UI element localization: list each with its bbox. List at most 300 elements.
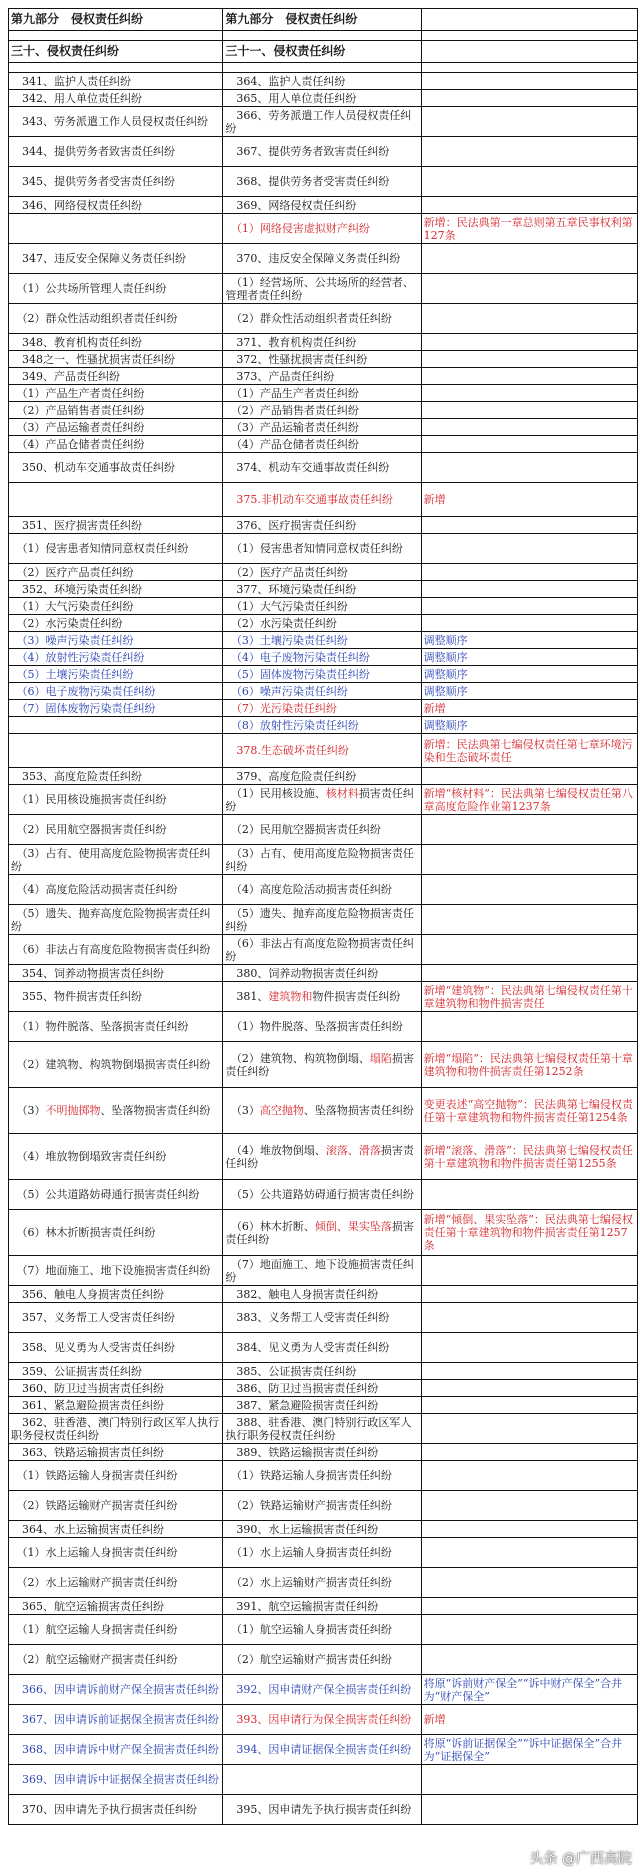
new-cause-cell [223,197,421,214]
cell-text: 370、因申请先予执行损害责任纠纷 [11,1803,197,1816]
old-cause-cell [9,875,223,905]
old-cause-cell [9,419,223,436]
cell-text: 损害责任纠纷 [225,1051,414,1078]
old-cause-cell [9,534,223,564]
new-cause-cell [223,785,421,815]
cell-text: （2）群众性活动组织者责任纠纷 [11,312,178,325]
note-cell [421,274,637,304]
note-cell [421,137,637,167]
cell-text: （5）公共道路妨碍通行损害责任纠纷 [225,1188,414,1201]
cell-text: 调整顺序 [423,718,468,732]
table-row [9,90,638,107]
note-cell [421,1088,637,1134]
cell-text: 349、产品责任纠纷 [11,369,120,383]
old-cause-cell [9,632,223,649]
cell-text: （3）产品运输者责任纠纷 [11,420,145,434]
cell-text: 368、因申请诉中财产保全损害责任纠纷 [11,1743,219,1756]
old-cause-cell [9,274,223,304]
new-cause-cell [223,73,421,90]
note-cell [421,875,637,905]
new-cause-cell [223,875,421,905]
cell-text: （1）侵害患者知情同意权责任纠纷 [225,542,403,555]
cell-text: 360、防卫过当损害责任纠纷 [11,1381,164,1395]
note-cell [421,436,637,453]
cell-text: （1）侵害患者知情同意权责任纠纷 [11,542,189,555]
cell-text: 建筑物和 [268,990,313,1003]
new-cause-cell [223,700,421,717]
new-cause-cell [223,1705,421,1735]
cell-text: 新增 [423,1713,446,1726]
cell-text: 392、因申请财产保全损害责任纠纷 [225,1683,412,1696]
table-row [9,274,638,304]
note-cell [421,1705,637,1735]
old-cause-cell [9,1705,223,1735]
table-row [9,845,638,875]
cell-text: 343、劳务派遣工作人员侵权责任纠纷 [11,115,208,128]
cell-text: （4）高度危险活动损害责任纠纷 [11,883,178,896]
table-row [9,41,638,63]
table-row [9,875,638,905]
table-row [9,1134,638,1180]
new-cause-cell [223,1491,421,1521]
cell-text: 382、触电人身损害责任纠纷 [225,1287,379,1301]
cell-text: 344、提供劳务者致害责任纠纷 [11,145,175,158]
new-cause-cell [223,1363,421,1380]
note-cell [421,1042,637,1088]
note-cell [421,517,637,534]
new-cause-cell [223,717,421,734]
new-cause-cell [223,768,421,785]
cell-text: 高空抛物 [259,1104,304,1117]
table-row [9,1444,638,1461]
new-cause-cell [223,517,421,534]
old-cause-cell [9,935,223,965]
cell-text: 348之一、性骚扰损害责任纠纷 [11,352,175,366]
table-row [9,683,638,700]
table-row [9,402,638,419]
cell-text: （3） [11,1104,46,1117]
note-cell [421,666,637,683]
cell-text: （3）噪声污染责任纠纷 [11,633,134,647]
cell-text: 348、教育机构责任纠纷 [11,335,142,349]
old-cause-cell [9,615,223,632]
cell-text: （2）建筑物、构筑物倒塌损害责任纠纷 [11,1058,211,1071]
cell-text: 347、违反安全保障义务责任纠纷 [11,252,186,265]
new-cause-cell [223,1303,421,1333]
old-cause-cell [9,1675,223,1705]
cell-text: （1）物件脱落、坠落损害责任纠纷 [225,1020,403,1033]
table-row [9,982,638,1012]
table-row [9,137,638,167]
cell-text: 352、环境污染责任纠纷 [11,582,142,596]
cell-text: 378.生态破坏责任纠纷 [225,744,349,757]
cell-text: （1）民用核设施损害责任纠纷 [11,793,167,806]
note-cell [421,581,637,598]
cell-text: 354、饲养动物损害责任纠纷 [11,966,164,980]
note-cell [421,734,637,768]
cell-text: （2）产品销售者责任纠纷 [11,403,145,417]
table-row [9,1461,638,1491]
note-cell [421,453,637,483]
note-cell [421,73,637,90]
cell-text: （6）林木折断损害责任纠纷 [11,1226,156,1239]
table-row [9,1088,638,1134]
new-cause-cell [223,63,421,73]
old-cause-cell [9,1461,223,1491]
table-row [9,700,638,717]
cell-text: 369、网络侵权责任纠纷 [225,198,357,212]
cell-text: 新增：民法典第一章总则第五章民事权利第127条 [423,215,633,242]
new-cause-cell [223,334,421,351]
note-cell [421,1675,637,1705]
cell-text: 三十一、侵权责任纠纷 [225,44,346,58]
cell-text: 346、网络侵权责任纠纷 [11,198,142,212]
table-row [9,9,638,31]
cell-text: （3）占有、使用高度危险物损害责任纠纷 [225,846,414,873]
old-cause-cell [9,1088,223,1134]
table-row [9,1598,638,1615]
new-cause-cell [223,107,421,137]
cell-text: （1）航空运输人身损害责任纠纷 [225,1623,392,1636]
old-cause-cell [9,368,223,385]
table-row [9,1042,638,1088]
cell-text: 364、水上运输损害责任纠纷 [11,1522,164,1536]
cell-text: 383、义务帮工人受害责任纠纷 [225,1311,390,1324]
table-row [9,935,638,965]
cell-text: 366、劳务派遣工作人员侵权责任纠纷 [225,108,412,135]
cell-text: 393、因申请行为保全损害责任纠纷 [225,1713,412,1726]
old-cause-cell [9,9,223,31]
old-cause-cell [9,402,223,419]
old-cause-cell [9,63,223,73]
table-row [9,1180,638,1210]
cell-text: 377、环境污染责任纠纷 [225,582,357,596]
old-cause-cell [9,564,223,581]
new-cause-cell [223,1444,421,1461]
new-cause-cell [223,1286,421,1303]
cell-text: 341、监护人责任纠纷 [11,74,131,88]
note-cell [421,334,637,351]
table-row [9,214,638,244]
table-row [9,666,638,683]
cell-text: （6）电子废物污染责任纠纷 [11,684,156,698]
table-row [9,351,638,368]
note-cell [421,1134,637,1180]
cell-text: 368、提供劳务者受害责任纠纷 [225,175,390,188]
old-cause-cell [9,1363,223,1380]
cell-text: 调整顺序 [423,650,468,664]
table-row [9,1735,638,1765]
cell-text: （2）水上运输财产损害责任纠纷 [225,1576,392,1589]
new-cause-cell [223,41,421,63]
old-cause-cell [9,1380,223,1397]
note-cell [421,483,637,517]
cell-text: （1）公共场所管理人责任纠纷 [11,282,167,295]
note-cell [421,1795,637,1825]
cell-text: （2）产品销售者责任纠纷 [225,403,359,417]
old-cause-cell [9,1134,223,1180]
cell-text: （4）电子废物污染责任纠纷 [225,650,370,664]
old-cause-cell [9,815,223,845]
note-cell [421,1538,637,1568]
cell-text: （5）公共道路妨碍通行损害责任纠纷 [11,1188,200,1201]
old-cause-cell [9,1256,223,1286]
cell-text: 384、见义勇为人受害责任纠纷 [225,1341,390,1354]
cell-text: 363、铁路运输损害责任纠纷 [11,1445,164,1459]
new-cause-cell [223,402,421,419]
old-cause-cell [9,41,223,63]
new-cause-cell [223,564,421,581]
note-cell [421,9,637,31]
new-cause-cell [223,1795,421,1825]
cell-text: （1）水上运输人身损害责任纠纷 [225,1546,392,1559]
table-row [9,965,638,982]
table-row [9,1538,638,1568]
new-cause-cell [223,1333,421,1363]
cell-text: 362、驻香港、澳门特别行政区军人执行职务侵权责任纠纷 [11,1415,219,1442]
new-cause-cell [223,845,421,875]
cell-text: 将原“诉前财产保全”“诉中财产保全”合并为“财产保全” [423,1676,623,1703]
table-row [9,534,638,564]
cell-text: 369、因申请诉中证据保全损害责任纠纷 [11,1773,219,1786]
old-cause-cell [9,734,223,768]
cell-text: 389、铁路运输损害责任纠纷 [225,1445,379,1459]
new-cause-cell [223,1538,421,1568]
new-cause-cell [223,368,421,385]
cell-text: （6）噪声污染责任纠纷 [225,684,348,698]
table-row [9,334,638,351]
cell-text: （2）航空运输财产损害责任纠纷 [11,1653,178,1666]
table-row [9,483,638,517]
cell-text: 379、高度危险责任纠纷 [225,769,357,783]
new-cause-cell [223,1380,421,1397]
cell-text: 370、违反安全保障义务责任纠纷 [225,252,401,265]
table-row [9,905,638,935]
old-cause-cell [9,517,223,534]
table-row [9,1333,638,1363]
new-cause-cell [223,436,421,453]
cell-text: 第九部分 侵权责任纠纷 [11,12,144,26]
cell-text: 388、驻香港、澳门特别行政区军人执行职务侵权责任纠纷 [225,1415,412,1442]
new-cause-cell [223,1615,421,1645]
cell-text: （1）铁路运输人身损害责任纠纷 [225,1469,392,1482]
table-row [9,1645,638,1675]
cell-text: （2）群众性活动组织者责任纠纷 [225,312,392,325]
old-cause-cell [9,137,223,167]
new-cause-cell [223,90,421,107]
cell-text: 387、紧急避险损害责任纠纷 [225,1398,379,1412]
cell-text: 357、义务帮工人受害责任纠纷 [11,1311,175,1324]
cell-text: 361、紧急避险损害责任纠纷 [11,1398,164,1412]
cell-text: 新增：民法典第七编侵权责任第七章环境污染和生态破坏责任 [423,737,633,764]
note-cell [421,1491,637,1521]
note-cell [421,107,637,137]
cell-text: 395、因申请先予执行损害责任纠纷 [225,1803,412,1816]
note-cell [421,534,637,564]
cell-text: （1）产品生产者责任纠纷 [11,386,145,400]
cell-text: 367、因申请诉前证据保全损害责任纠纷 [11,1713,219,1726]
old-cause-cell [9,1568,223,1598]
cell-text: （1）大气污染责任纠纷 [11,599,134,613]
cell-text: （5）土壤污染责任纠纷 [11,667,134,681]
cell-text: （1）物件脱落、坠落损害责任纠纷 [11,1020,189,1033]
old-cause-cell [9,351,223,368]
old-cause-cell [9,304,223,334]
cell-text: 366、因申请诉前财产保全损害责任纠纷 [11,1683,219,1696]
cell-text: （4）堆放物倒塌致害责任纠纷 [11,1150,167,1163]
cell-text: （2）医疗产品责任纠纷 [11,565,134,579]
note-cell [421,214,637,244]
old-cause-cell [9,683,223,700]
new-cause-cell [223,483,421,517]
table-row [9,1765,638,1795]
old-cause-cell [9,666,223,683]
note-cell [421,1444,637,1461]
cell-text: 371、教育机构责任纠纷 [225,335,357,349]
new-cause-cell [223,1042,421,1088]
cell-text: 376、医疗损害责任纠纷 [225,518,357,532]
new-cause-cell [223,1675,421,1705]
cell-text: 375.非机动车交通事故责任纠纷 [225,493,393,506]
note-cell [421,1380,637,1397]
cell-text: 倾倒、果实坠落 [314,1219,392,1233]
note-cell [421,385,637,402]
note-cell [421,815,637,845]
note-cell [421,649,637,666]
cell-text: （2）水污染责任纠纷 [225,616,337,630]
old-cause-cell [9,1333,223,1363]
new-cause-cell [223,581,421,598]
cell-text: 第九部分 侵权责任纠纷 [225,12,358,26]
old-cause-cell [9,700,223,717]
note-cell [421,1397,637,1414]
cell-text: 损害责任纠纷 [225,786,414,813]
table-row [9,1363,638,1380]
note-cell [421,965,637,982]
note-cell [421,1598,637,1615]
table-row [9,1675,638,1705]
cell-text: 390、水上运输损害责任纠纷 [225,1522,379,1536]
cell-text: （7）固体废物污染责任纠纷 [11,701,156,715]
cell-text: 调整顺序 [423,667,468,681]
note-cell [421,1521,637,1538]
cell-text: （4）高度危险活动损害责任纠纷 [225,883,392,896]
new-cause-cell [223,534,421,564]
old-cause-cell [9,453,223,483]
new-cause-cell [223,1461,421,1491]
cell-text: （7）地面施工、地下设施损害责任纠纷 [11,1264,211,1277]
new-cause-cell [223,815,421,845]
cell-text: （4）放射性污染责任纠纷 [11,650,145,664]
new-cause-cell [223,1568,421,1598]
old-cause-cell [9,1795,223,1825]
cell-text: 调整顺序 [423,684,468,698]
old-cause-cell [9,334,223,351]
note-cell [421,935,637,965]
new-cause-cell [223,351,421,368]
cell-text: 351、医疗损害责任纠纷 [11,518,142,532]
cell-text: （1）铁路运输人身损害责任纠纷 [11,1469,178,1482]
cell-text: （3）占有、使用高度危险物损害责任纠纷 [11,846,211,873]
note-cell [421,41,637,63]
cell-text: 365、用人单位责任纠纷 [225,91,357,105]
cell-text: 滚落、滑落 [325,1143,381,1157]
cell-text: （3） [225,1104,260,1117]
table-row [9,436,638,453]
new-cause-cell [223,935,421,965]
table-row [9,107,638,137]
cell-text: 将原“诉前证据保全”“诉中证据保全”合并为“证据保全” [423,1736,623,1763]
cell-text: 391、航空运输损害责任纠纷 [225,1599,379,1613]
note-cell [421,768,637,785]
old-cause-cell [9,768,223,785]
new-cause-cell [223,214,421,244]
cell-text: 373、产品责任纠纷 [225,369,335,383]
cell-text: 损害责任纠纷 [225,1143,414,1170]
note-cell [421,304,637,334]
table-row [9,1491,638,1521]
old-cause-cell [9,1414,223,1444]
note-cell [421,1210,637,1256]
old-cause-cell [9,649,223,666]
cell-text: 394、因申请证据保全损害责任纠纷 [225,1743,412,1756]
table-row [9,73,638,90]
table-row [9,768,638,785]
note-cell [421,1568,637,1598]
new-cause-cell [223,31,421,41]
table-row [9,1615,638,1645]
note-cell [421,1012,637,1042]
note-cell [421,63,637,73]
cell-text: 355、物件损害责任纠纷 [11,990,142,1003]
new-cause-cell [223,666,421,683]
cell-text: （1）航空运输人身损害责任纠纷 [11,1623,178,1636]
cell-text: （6）非法占有高度危险物损害责任纠纷 [225,936,414,963]
note-cell [421,845,637,875]
note-cell [421,197,637,214]
old-cause-cell [9,785,223,815]
new-cause-cell [223,615,421,632]
note-cell [421,1256,637,1286]
old-cause-cell [9,581,223,598]
cell-text: 353、高度危险责任纠纷 [11,769,142,783]
old-cause-cell [9,1397,223,1414]
cell-text: 新增“滚落、滑落”：民法典第七编侵权责任第十章建筑物和物件损害责任第1255条 [423,1143,633,1170]
note-cell [421,1735,637,1765]
note-cell [421,982,637,1012]
table-row [9,1568,638,1598]
new-cause-cell [223,1414,421,1444]
table-row [9,1012,638,1042]
cell-text: 356、触电人身损害责任纠纷 [11,1287,164,1301]
cell-text: 385、公证损害责任纠纷 [225,1364,357,1378]
old-cause-cell [9,598,223,615]
old-cause-cell [9,1012,223,1042]
old-cause-cell [9,1615,223,1645]
cell-text: （2）水上运输财产损害责任纠纷 [11,1576,178,1589]
table-row [9,632,638,649]
cell-text: 新增“塌陷”：民法典第七编侵权责任第十章建筑物和物件损害责任第1252条 [423,1051,633,1078]
old-cause-cell [9,965,223,982]
old-cause-cell [9,483,223,517]
cell-text: 359、公证损害责任纠纷 [11,1364,142,1378]
cell-text: （1）网络侵害虚拟财产纠纷 [225,222,370,235]
cell-text: （2）民用航空器损害责任纠纷 [225,823,381,836]
new-cause-cell [223,632,421,649]
old-cause-cell [9,1538,223,1568]
note-cell [421,1363,637,1380]
note-cell [421,1180,637,1210]
